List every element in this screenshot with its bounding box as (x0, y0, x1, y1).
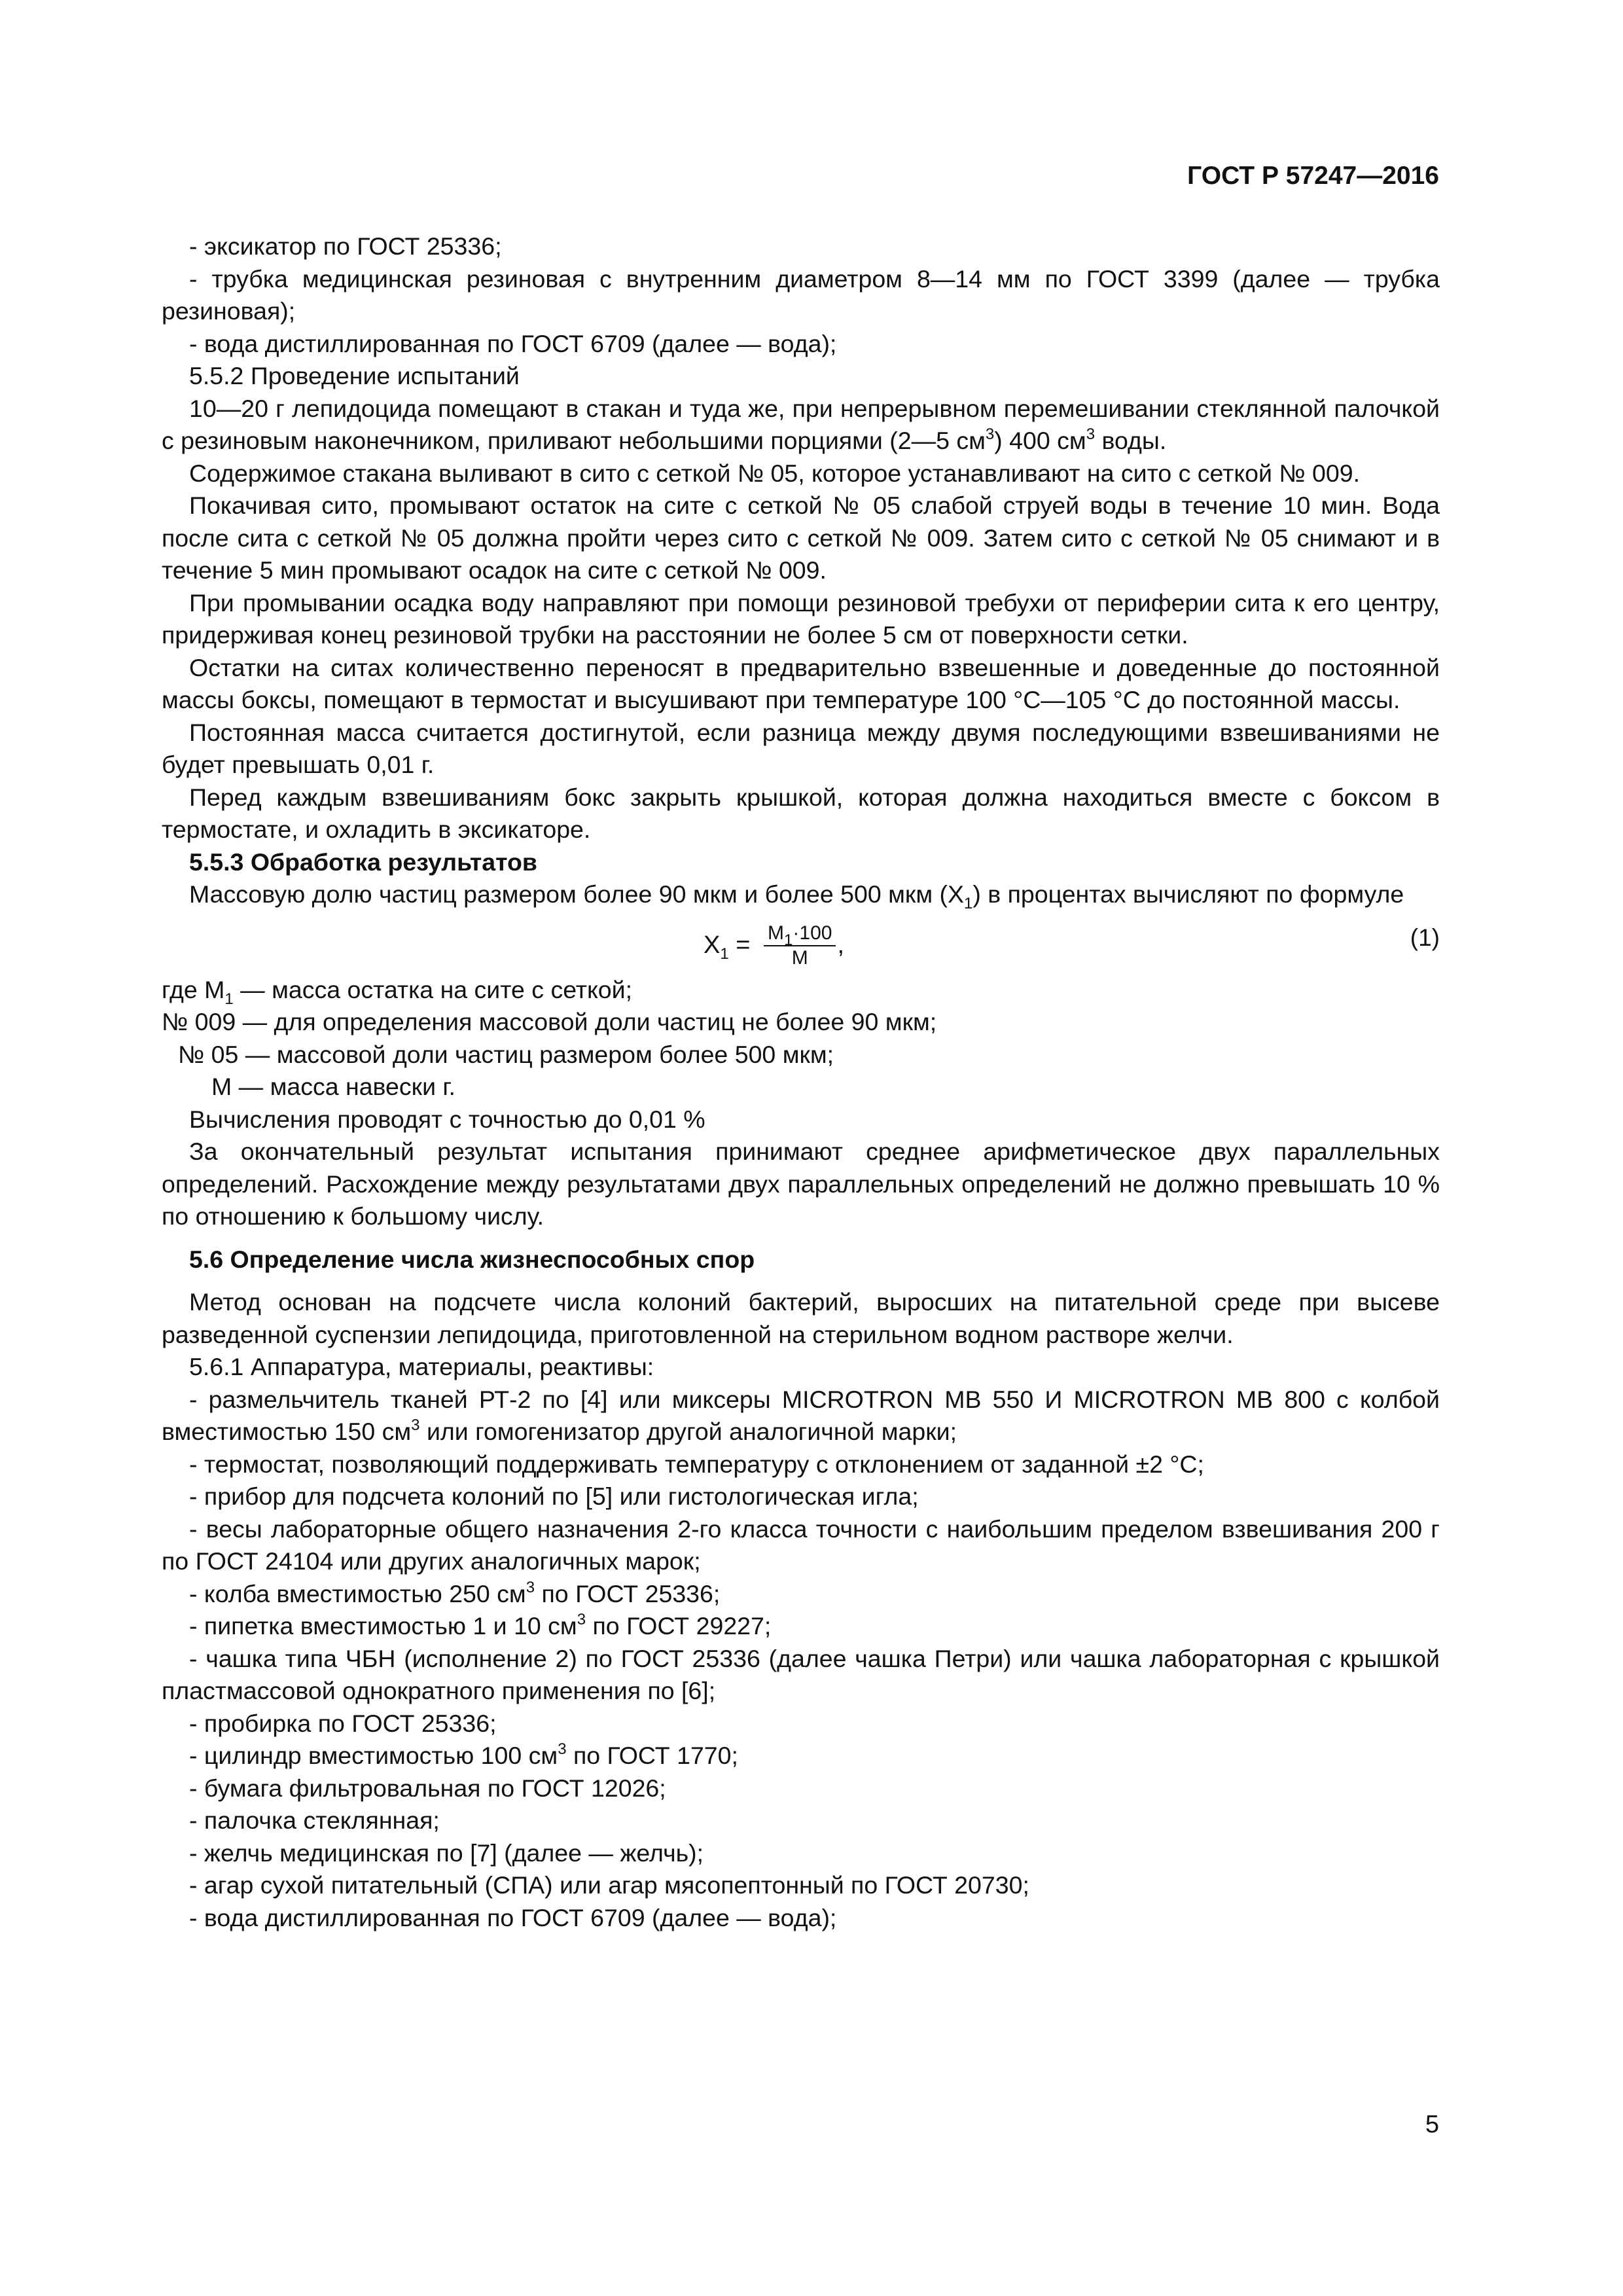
section-heading-5-6: 5.6 Определение числа жизнеспособных спор (189, 1245, 755, 1273)
fraction-denominator: М (791, 946, 808, 969)
where-line: где $М_1$ — масса остатка на сите с сеткой; (162, 975, 633, 1008)
list-item: - вода дистиллированная по ГОСТ 6709 (далее — вода); (189, 1903, 837, 1931)
list-item: - желчь медицинская по [7] (далее — желчь); (189, 1839, 704, 1867)
paragraph: Покачивая сито, промывают остаток на сите с сеткой № 05 слабой струей воды в течение 10 мин. Вода после сита с сеткой № 05 должна пройти через сито с сеткой № 009. Затем сито с сеткой № 05 снимают и в течение 5 мин промывают осадок на сите с сеткой № 009. (162, 492, 1440, 584)
paragraph: Перед каждым взвешиваниям бокс закрыть крышкой, которая должна находиться вместе с боксом в термостате, и охладить в эксикаторе. (162, 783, 1440, 843)
fraction-numerator: $М_1\cdot 100$ (764, 922, 836, 946)
list-item: - агар сухой питательный (СПА) или агар мясопептонный по ГОСТ 20730; (189, 1871, 1029, 1899)
paragraph: За окончательный результат испытания принимают среднее арифметическое двух параллельных определений. Расхождение между результатами двух параллельных определений не должно превышать 10 % по отношению к большому числу. (162, 1138, 1440, 1230)
list-item: - вода дистиллированная по ГОСТ 6709 (далее — вода); (189, 329, 837, 357)
paragraph: Вычисления проводят с точностью до 0,01 % (189, 1105, 705, 1133)
formula-fraction (764, 922, 836, 970)
subsection-title-5-6-1: 5.6.1 Аппаратура, материалы, реактивы: (189, 1353, 654, 1380)
list-item: - эксикатор по ГОСТ 25336; (189, 232, 502, 260)
list-item: - палочка стеклянная; (189, 1806, 440, 1834)
list-item: - пипетка вместимостью 1 и 10 $см^3$ по ГОСТ 29227; (189, 1611, 772, 1640)
paragraph: 10—20 г лепидоцида помещают в стакан и туда же, при непрерывном перемешивании стеклянной палочкой с резиновым наконечником, приливают небольшими порциями (2—5 $см^3$) 400 $см^3$ воды. (162, 394, 1440, 454)
document-body (162, 230, 1440, 1934)
page-number: 5 (1425, 2111, 1439, 2138)
paragraph: При промывании осадка воду направляют при помощи резиновой требухи от периферии сита к его центру, придерживая конец резиновой трубки на расстоянии не более 5 см от поверхности сетки. (162, 588, 1440, 649)
formula-expression: $Х_1$ = $\frac{М_1\cdot 100}{М}$ , (704, 922, 844, 969)
paragraph: Массовую долю частиц размером более 90 мкм и более 500 мкм $(Х_1)$ в процентах вычисляют по формуле (189, 880, 1404, 912)
list-item: - пробирка по ГОСТ 25336; (189, 1709, 497, 1737)
where-line: № 05 — массовой доли частиц размером более 500 мкм; (178, 1040, 834, 1068)
paragraph: Содержимое стакана выливают в сито с сеткой № 05, которое устанавливают на сито с сеткой № 009. (189, 459, 1360, 487)
list-item: - чашка типа ЧБН (исполнение 2) по ГОСТ 25336 (далее чашка Петри) или чашка лабораторная с крышкой пластмассовой однократного применения по [6]; (162, 1644, 1440, 1704)
list-item: - цилиндр вместимостью 100 $см^3$ по ГОСТ 1770; (189, 1740, 738, 1769)
list-item: - весы лабораторные общего назначения 2-го класса точности с наибольшим пределом взвешивания 200 г по ГОСТ 24104 или других аналогичных марок; (162, 1515, 1440, 1575)
subsection-title-5-5-2: 5.5.2 Проведение испытаний (189, 362, 520, 389)
equation-number: (1) (1410, 924, 1440, 951)
where-line: М — масса навески г. (211, 1073, 455, 1100)
section-heading-5-5-3: 5.5.3 Обработка результатов (189, 848, 537, 876)
list-item: - трубка медицинская резиновая с внутренним диаметром 8—14 мм по ГОСТ 3399 (далее — трубка резиновая); (162, 264, 1440, 325)
list-item: - термостат, позволяющий поддерживать температуру с отклонением от заданной ±2 °С; (189, 1450, 1204, 1478)
formula-1 (162, 911, 1440, 974)
formula-lhs: $Х_1$ = (704, 931, 758, 963)
list-item: - прибор для подсчета колоний по [5] или гистологическая игла; (189, 1482, 919, 1510)
list-item: - размельчитель тканей РТ-2 по [4] или миксеры MICROTRON МВ 550 И MICROTRON МВ 800 с колбой вместимостью 150 $см^3$ или гомогенизатор другой аналогичной марки; (162, 1385, 1440, 1445)
where-line: № 009 — для определения массовой доли частиц не более 90 мкм; (162, 1008, 937, 1035)
paragraph: Метод основан на подсчете числа колоний бактерий, выросших на питательной среде при высеве разведенной суспензии лепидоцида, приготовленной на стерильном водном растворе желчи. (162, 1288, 1440, 1348)
paragraph: Остатки на ситах количественно переносят в предварительно взвешенные и доведенные до постоянной массы боксы, помещают в термостат и высушивают при температуре 100 °С—105 °С до постоянной массы. (162, 653, 1440, 713)
list-item: - колба вместимостью 250 $см^3$ по ГОСТ 25336; (189, 1578, 721, 1607)
document-code-header: ГОСТ Р 57247—2016 (1187, 162, 1439, 190)
list-item: - бумага фильтровальная по ГОСТ 12026; (189, 1774, 666, 1802)
paragraph: Постоянная масса считается достигнутой, если разница между двумя последующими взвешиваниями не будет превышать 0,01 г. (162, 718, 1440, 778)
